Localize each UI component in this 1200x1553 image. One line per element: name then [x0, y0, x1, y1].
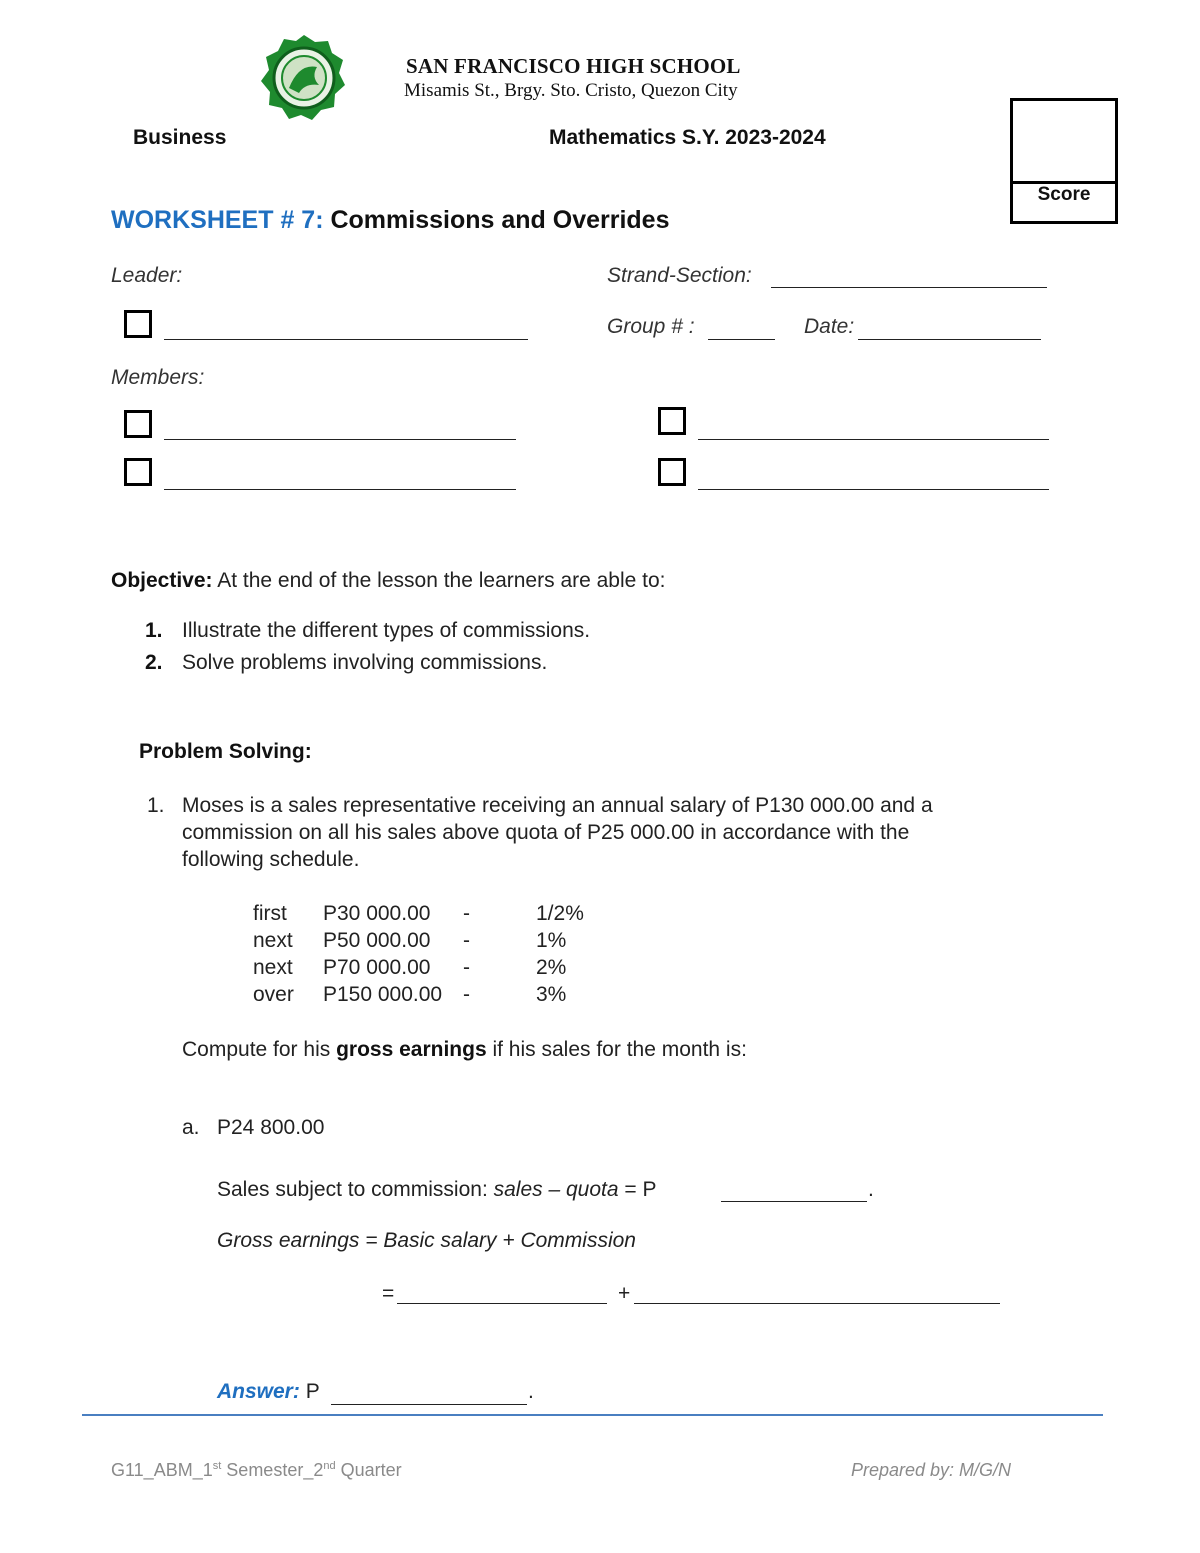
sales-subject-blank[interactable] — [721, 1201, 867, 1202]
worksheet-topic: Commissions and Overrides — [323, 206, 670, 234]
basic-salary-blank[interactable] — [397, 1303, 607, 1304]
member-line[interactable] — [164, 439, 516, 440]
schedule-dash: - — [463, 902, 470, 925]
worksheet-number: WORKSHEET # 7: — [111, 206, 324, 234]
equals-sign: = — [382, 1282, 395, 1305]
member-checkbox[interactable] — [124, 410, 152, 438]
gross-earnings-emphasis: gross earnings — [336, 1038, 487, 1061]
sales-eq: = P — [618, 1178, 657, 1201]
part-a-value: P24 800.00 — [217, 1116, 325, 1139]
member-checkbox[interactable] — [658, 458, 686, 486]
problem-number: 1. — [147, 794, 165, 817]
compute-text: Compute for his — [182, 1038, 337, 1061]
subject-left: Business — [133, 126, 227, 149]
date-label: Date: — [804, 315, 855, 338]
schedule-tier: next — [253, 929, 293, 952]
schedule-amount: P70 000.00 — [323, 956, 431, 979]
group-label: Group # : — [607, 315, 695, 338]
schedule-tier: over — [253, 983, 294, 1006]
objective-text: At the end of the lesson the learners are able to: — [212, 569, 666, 592]
schedule-amount: P50 000.00 — [323, 929, 431, 952]
school-name: SAN FRANCISCO HIGH SCHOOL — [406, 54, 741, 78]
score-label: Score — [1037, 184, 1091, 205]
sales-subject-text: Sales subject to commission: — [217, 1178, 494, 1201]
part-a-label: a. — [182, 1116, 200, 1139]
strand-section-label: Strand-Section: — [607, 264, 752, 287]
sales-formula: sales – quota — [493, 1178, 619, 1201]
member-line[interactable] — [164, 489, 516, 490]
schedule-rate: 1% — [536, 929, 567, 952]
schedule-rate: 1/2% — [536, 902, 584, 925]
member-checkbox[interactable] — [658, 407, 686, 435]
footer-quarter: Quarter — [335, 1460, 402, 1480]
schedule-dash: - — [463, 956, 470, 979]
footer-sup: st — [212, 1460, 222, 1472]
objective-item-number: 2. — [145, 651, 163, 674]
compute-text: if his sales for the month is: — [486, 1038, 747, 1061]
schedule-dash: - — [463, 929, 470, 952]
answer-label: Answer: — [217, 1380, 300, 1403]
worksheet-title — [111, 206, 669, 235]
sales-subject-line — [217, 1178, 657, 1202]
footer-semester: Semester_2 — [221, 1460, 324, 1480]
member-line[interactable] — [698, 489, 1049, 490]
answer-end: . — [528, 1380, 534, 1403]
gross-earnings-formula: Gross earnings = Basic salary + Commission — [217, 1229, 636, 1252]
answer-prefix: P — [299, 1380, 320, 1403]
school-seal-icon — [259, 33, 349, 123]
sales-subject-end: . — [868, 1178, 874, 1201]
group-line[interactable] — [708, 339, 775, 340]
date-line[interactable] — [858, 339, 1041, 340]
schedule-amount: P150 000.00 — [323, 983, 443, 1006]
schedule-dash: - — [463, 983, 470, 1006]
schedule-rate: 2% — [536, 956, 567, 979]
leader-line[interactable] — [164, 339, 528, 340]
footer-course — [111, 1460, 402, 1481]
footer-divider — [82, 1414, 1103, 1416]
answer-blank[interactable] — [331, 1404, 527, 1405]
schedule-tier: next — [253, 956, 293, 979]
footer-sup: nd — [323, 1460, 336, 1472]
leader-label: Leader: — [111, 264, 183, 287]
score-box — [1010, 98, 1118, 224]
problem-line: commission on all his sales above quota of P25 000.00 in accordance with the — [182, 821, 910, 844]
objective — [111, 569, 666, 593]
plus-sign: + — [618, 1282, 631, 1305]
schedule-tier: first — [253, 902, 287, 925]
problem-line: following schedule. — [182, 848, 360, 871]
objective-label: Objective: — [111, 569, 213, 592]
objective-item: Solve problems involving commissions. — [182, 651, 548, 674]
member-line[interactable] — [698, 439, 1049, 440]
member-checkbox[interactable] — [124, 458, 152, 486]
footer-prepared-by: Prepared by: M/G/N — [851, 1460, 1012, 1480]
schedule-rate: 3% — [536, 983, 567, 1006]
leader-checkbox[interactable] — [124, 310, 152, 338]
strand-section-line[interactable] — [771, 287, 1047, 288]
subject-right: Mathematics S.Y. 2023-2024 — [549, 126, 826, 149]
objective-item: Illustrate the different types of commissions. — [182, 619, 591, 642]
answer-line — [217, 1380, 320, 1404]
schedule-amount: P30 000.00 — [323, 902, 431, 925]
commission-blank[interactable] — [634, 1303, 1000, 1304]
problem-line: Moses is a sales representative receiving an annual salary of P130 000.00 and a — [182, 794, 933, 817]
problem-solving-heading: Problem Solving: — [139, 740, 312, 763]
members-label: Members: — [111, 366, 205, 389]
objective-item-number: 1. — [145, 619, 163, 642]
school-address: Misamis St., Brgy. Sto. Cristo, Quezon City — [404, 80, 738, 101]
compute-instruction — [182, 1038, 747, 1062]
footer-course-code: G11_ABM_1 — [111, 1460, 213, 1480]
